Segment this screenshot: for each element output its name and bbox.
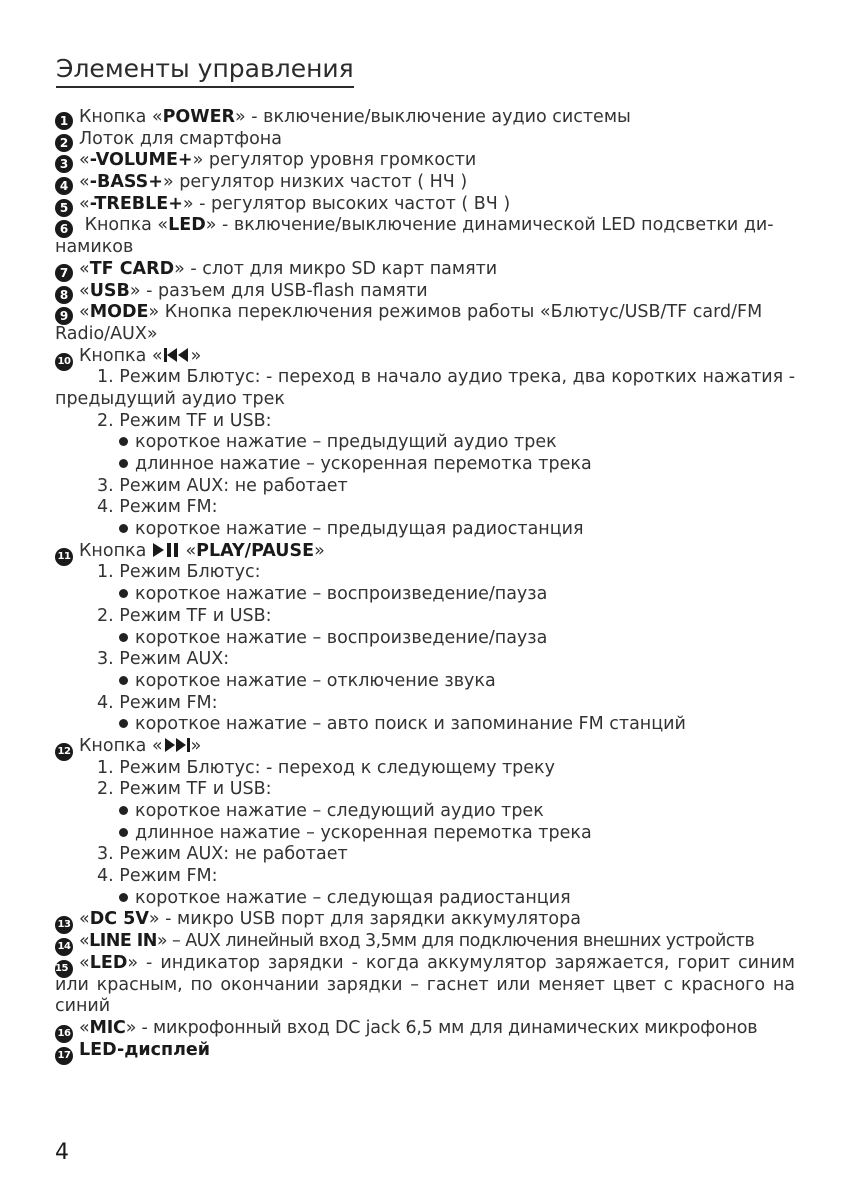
mode-line: 2. Режим TF и USB:: [97, 605, 272, 626]
list-item: [55, 1040, 795, 1062]
bullet-icon: [119, 459, 128, 468]
list-item-continuation: синий: [55, 996, 111, 1017]
list-item: 6 Кнопка «LED» - включение/выключение динамической LED подсветки ди-: [55, 215, 795, 237]
item-number: 1: [55, 112, 73, 130]
mode-line: 4. Режим FM:: [97, 866, 218, 887]
bullet-icon: [119, 893, 128, 902]
mode-line: 1. Режим Блютус:: [97, 562, 261, 583]
mode-line: 4. Режим FM:: [97, 497, 218, 518]
mode-line: 3. Режим AUX: не работает: [97, 844, 348, 865]
bullet-item: короткое нажатие – предыдущая радиостанция: [55, 519, 795, 541]
control-name: LED-дисплей: [79, 1039, 211, 1060]
control-name: LED: [89, 952, 128, 973]
item-number: 8: [55, 286, 73, 304]
item-number: 9: [55, 307, 73, 325]
list-item-continuation: намиков: [55, 237, 134, 258]
bullet-icon: [119, 437, 128, 446]
list-item: 11 Кнопка «PLAY/PAUSE»: [55, 541, 795, 563]
list-item: 13 «DC 5V» - микро USB порт для зарядки аккумулятора: [55, 909, 795, 931]
bullet-item: длинное нажатие – ускоренная перемотка трека: [55, 823, 795, 845]
item-number: 17: [55, 1047, 73, 1065]
control-name: -BASS+: [89, 172, 163, 193]
bullet-item: длинное нажатие – ускоренная перемотка трека: [55, 454, 795, 476]
mode-line: 1. Режим Блютус: - переход к следующему треку: [97, 757, 555, 778]
list-item: 16 «MIC» - микрофонный вход DC jack 6,5 мм для динамических микрофонов: [55, 1018, 795, 1040]
bullet-icon: [119, 806, 128, 815]
item-number: 15: [55, 960, 73, 978]
page-title: Элементы управления: [56, 54, 354, 88]
bullet-item: короткое нажатие – следующая радиостанция: [55, 888, 795, 910]
control-name: TF CARD: [89, 258, 175, 279]
list-item: 4 «-BASS+» регулятор низких частот ( НЧ ): [55, 172, 795, 194]
item-number: 13: [55, 916, 73, 934]
item-number: 3: [55, 155, 73, 173]
list-item: 9 «MODE» Кнопка переключения режимов работы «Блютус/USB/TF card/FM: [55, 302, 795, 324]
mode-line: 2. Режим TF и USB:: [97, 779, 272, 800]
list-item: 10 Кнопка « »: [55, 346, 795, 368]
control-name: LED: [168, 215, 206, 236]
item-number: 2: [55, 134, 73, 152]
bullet-icon: [119, 719, 128, 728]
control-name: PLAY/PAUSE: [196, 540, 315, 561]
list-item: 12 Кнопка « »: [55, 736, 795, 758]
list-item: 2 Лоток для смартфона: [55, 129, 795, 151]
item-number: 10: [55, 353, 73, 371]
mode-line: 3. Режим AUX: не работает: [97, 475, 348, 496]
control-name: -TREBLE+: [89, 193, 183, 214]
control-name: MODE: [89, 302, 149, 323]
item-number: 5: [55, 199, 73, 217]
item-number: 4: [55, 177, 73, 195]
bullet-icon: [119, 676, 128, 685]
previous-track-icon: [163, 347, 191, 370]
item-number: 11: [55, 548, 73, 566]
bullet-item: короткое нажатие – отключение звука: [55, 671, 795, 693]
bullet-icon: [119, 828, 128, 837]
list-item-continuation: Radio/AUX»: [55, 323, 158, 344]
bullet-icon: [119, 633, 128, 642]
bullet-item: короткое нажатие – авто поиск и запоминание FM станций: [55, 714, 795, 736]
list-item: 7 «TF CARD» - слот для микро SD карт памяти: [55, 259, 795, 281]
list-item: 3 «-VOLUME+» регулятор уровня громкости: [55, 150, 795, 172]
page-number: 4: [55, 1140, 69, 1165]
bullet-item: короткое нажатие – воспроизведение/пауза: [55, 628, 795, 650]
mode-line-continuation: предыдущий аудио трек: [55, 388, 285, 409]
play-pause-icon: [152, 542, 180, 565]
mode-line: 3. Режим AUX:: [97, 649, 230, 670]
mode-line: 4. Режим FM:: [97, 692, 218, 713]
control-name: LINE IN: [89, 931, 157, 952]
bullet-icon: [119, 524, 128, 533]
list-item-continuation: или красным, по окончании зарядки – гаснет или меняет цвет с красного на: [55, 974, 795, 995]
next-track-icon: [163, 737, 191, 760]
list-item: 8 «USB» - разъем для USB-flash памяти: [55, 281, 795, 303]
list-item: 15 «LED» - индикатор зарядки - когда аккумулятор заряжается, горит синим: [55, 953, 795, 975]
bullet-item: короткое нажатие – следующий аудио трек: [55, 801, 795, 823]
bullet-icon: [119, 589, 128, 598]
bullet-item: короткое нажатие – предыдущий аудио трек: [55, 432, 795, 454]
item-number: 16: [55, 1025, 73, 1043]
item-number: 12: [55, 743, 73, 761]
mode-line: 2. Режим TF и USB:: [97, 410, 272, 431]
mode-line: 1. Режим Блютус: - переход в начало аудио трека, два коротких нажатия -: [97, 367, 796, 388]
item-number: 14: [55, 938, 73, 956]
control-name: USB: [89, 280, 130, 301]
bullet-item: короткое нажатие – воспроизведение/пауза: [55, 584, 795, 606]
list-item: 1 Кнопка «POWER» - включение/выключение аудио системы: [55, 107, 795, 129]
list-item: 14 «LINE IN» – AUX линейный вход 3,5мм для подключения внешних устройств: [55, 931, 795, 953]
control-name: MIC: [89, 1017, 126, 1038]
control-name: DC 5V: [89, 909, 149, 930]
controls-list: [55, 107, 795, 1061]
item-number: 7: [55, 264, 73, 282]
control-name: -VOLUME+: [89, 150, 193, 171]
control-name: POWER: [162, 107, 236, 127]
list-item: 5 «-TREBLE+» - регулятор высоких частот ( ВЧ ): [55, 194, 795, 216]
item-number: 6: [55, 220, 73, 238]
